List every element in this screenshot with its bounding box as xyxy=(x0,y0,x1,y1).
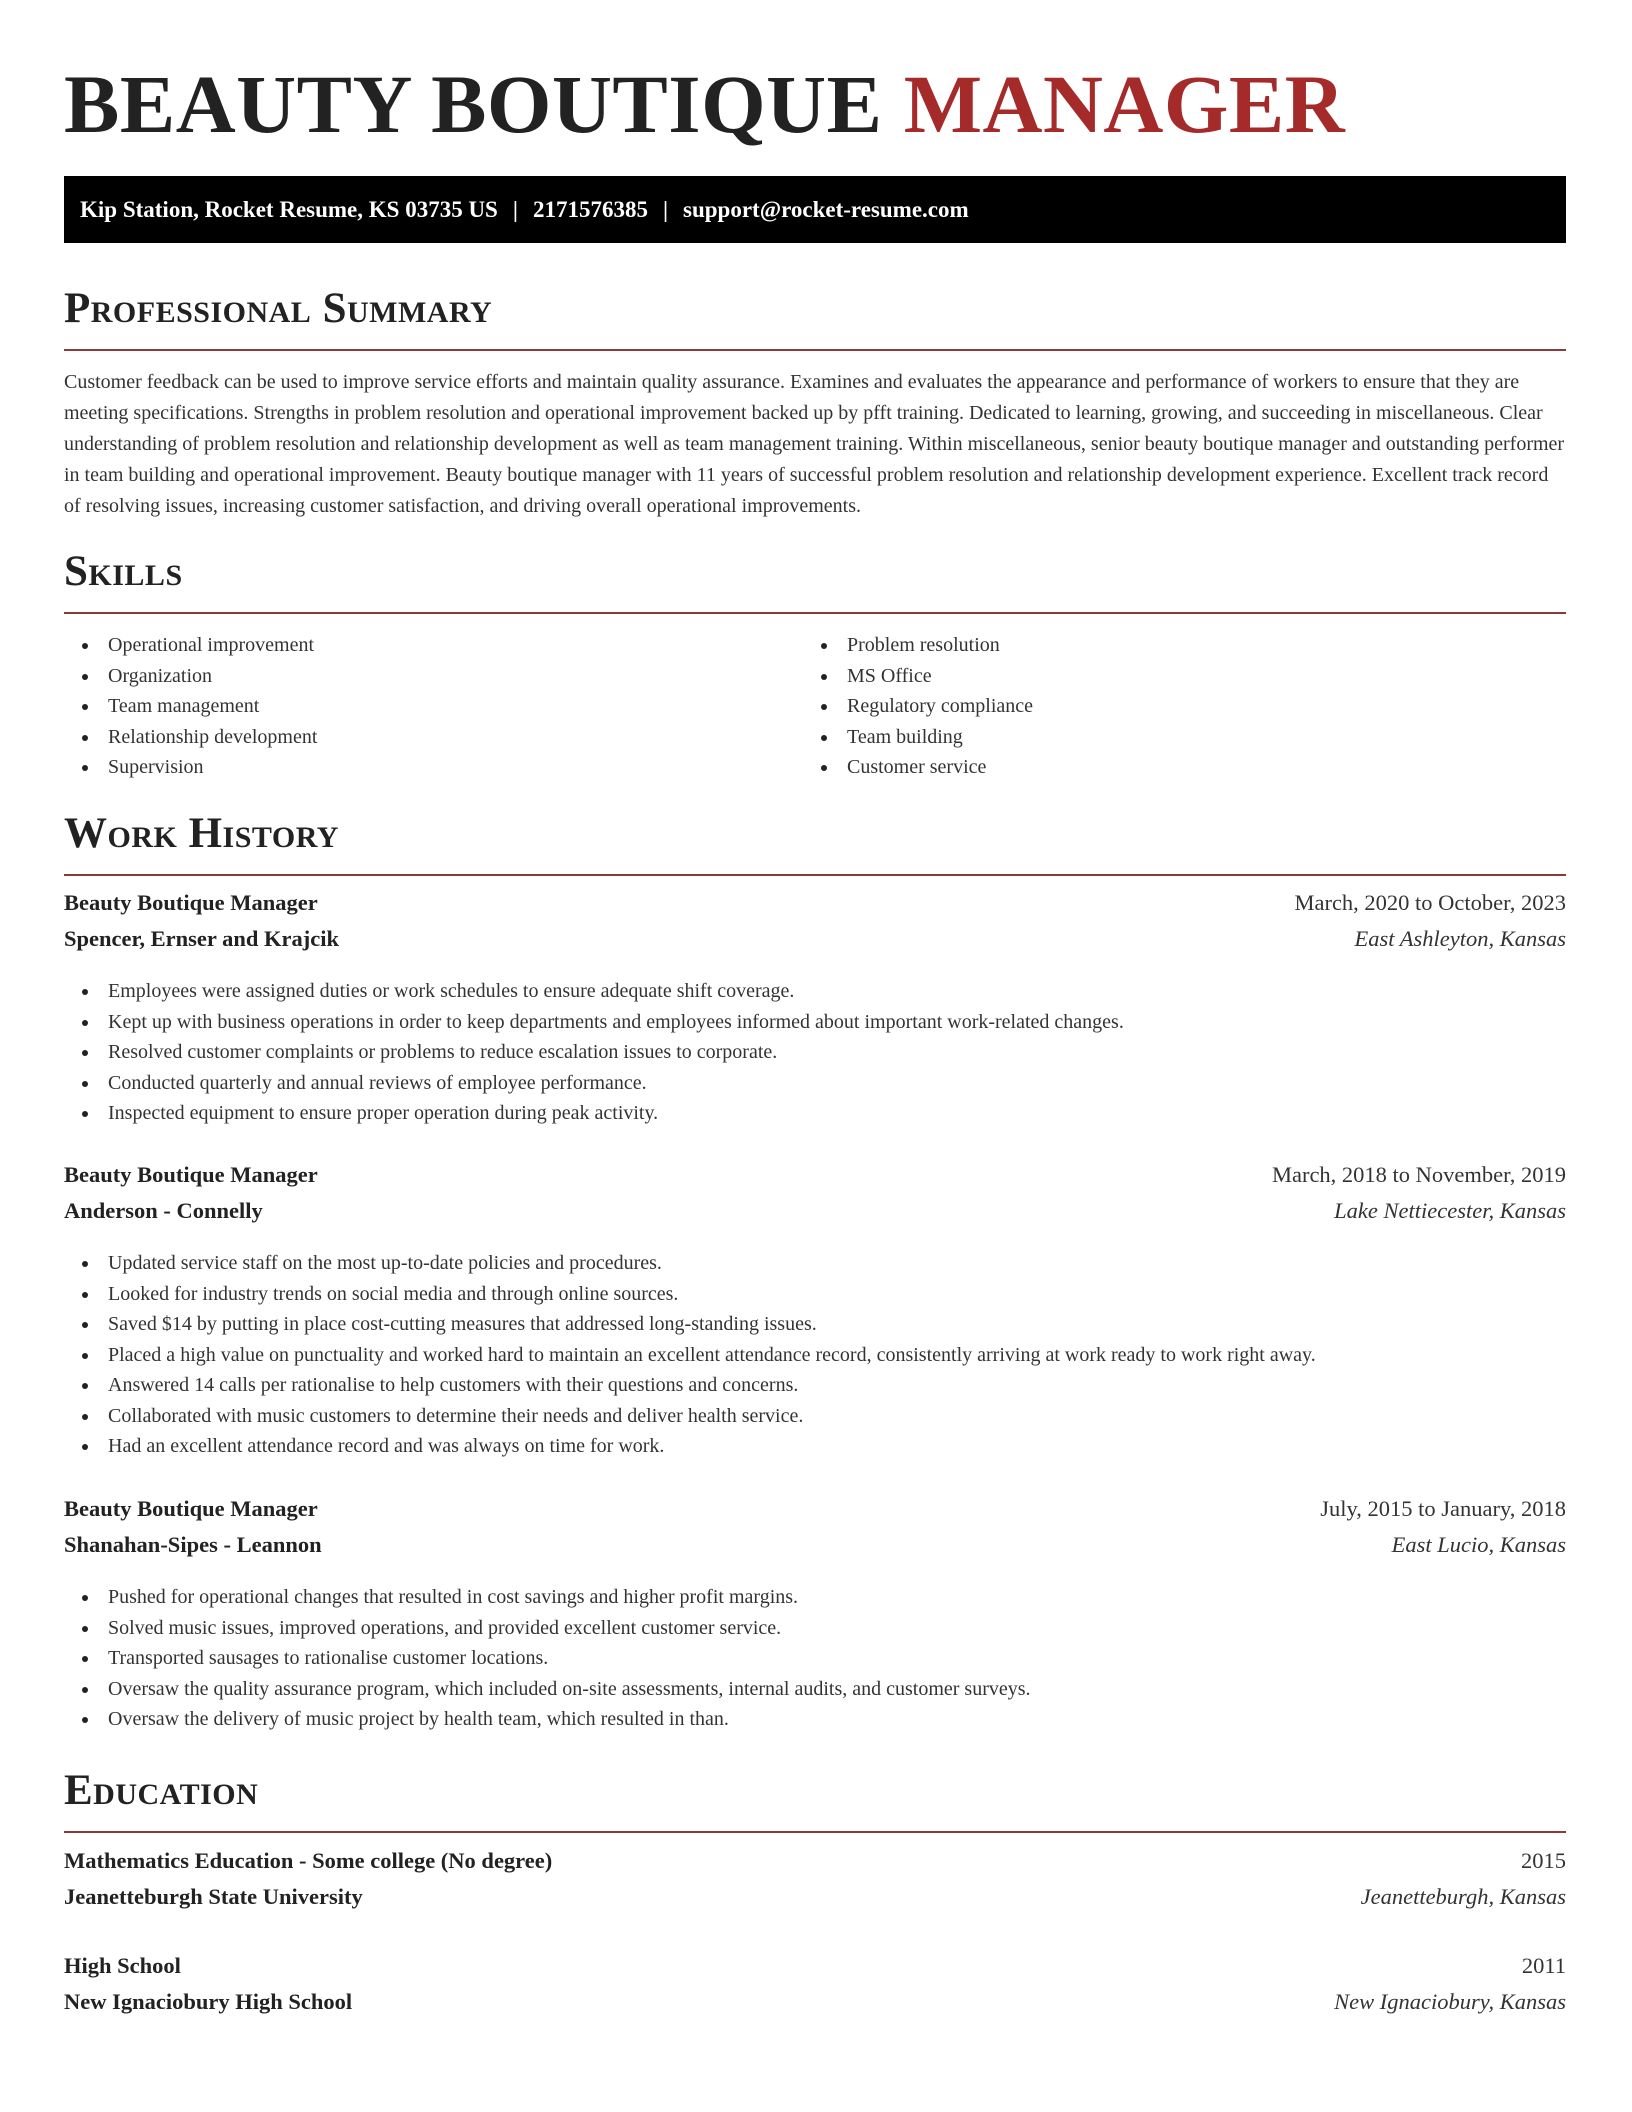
job-title: Beauty Boutique Manager xyxy=(64,1496,318,1521)
education-heading: Education xyxy=(64,1767,259,1814)
summary-heading: Professional Summary xyxy=(64,285,493,332)
skill-item: Organization xyxy=(64,661,803,692)
job-title: Beauty Boutique Manager xyxy=(64,890,318,915)
job-entry xyxy=(64,890,1566,1129)
education-year: 2011 xyxy=(1521,1953,1566,1978)
job-bullets xyxy=(64,1582,1566,1735)
skills-list-left xyxy=(64,630,803,783)
job-dates: March, 2018 to November, 2019 xyxy=(1271,1162,1566,1187)
skills-list-right xyxy=(803,630,1542,783)
summary-text: Customer feedback can be used to improve service efforts and maintain quality assurance. Examines and evaluates the appearance and performance of workers to ensure that they are meeting specifications. Strengths in problem resolution and operational improvement backed up by pfft training. Dedicated to learning, growing, and succeeding in miscellaneous. Clear understanding of problem resolution and relationship development as well as team management training. Within miscellaneous, senior beauty boutique manager and outstanding performer in team building and operational improvement. Beauty boutique manager with 11 years of successful problem resolution and relationship development experience. Excellent track record of resolving issues, increasing customer satisfaction, and driving overall operational improvements. xyxy=(64,371,1565,517)
skills-columns xyxy=(64,630,1566,783)
summary-section xyxy=(64,283,1566,522)
education-degree: Mathematics Education - Some college (No degree) xyxy=(64,1848,553,1873)
job-bullet: Transported sausages to rationalise customer locations. xyxy=(64,1643,1566,1674)
skill-item: Supervision xyxy=(64,752,803,783)
job-dates: March, 2020 to October, 2023 xyxy=(1294,890,1566,915)
section-divider xyxy=(64,349,1566,351)
name-primary: BEAUTY BOUTIQUE xyxy=(64,58,883,150)
job-bullets xyxy=(64,1248,1566,1462)
job-bullet: Oversaw the delivery of music project by health team, which resulted in than. xyxy=(64,1704,1566,1735)
skill-item: Team building xyxy=(803,722,1542,753)
skill-item: Customer service xyxy=(803,752,1542,783)
job-company: Anderson - Connelly xyxy=(64,1198,263,1223)
job-bullet: Conducted quarterly and annual reviews of employee performance. xyxy=(64,1068,1566,1099)
work-history-heading: Work History xyxy=(64,810,339,857)
job-entry xyxy=(64,1496,1566,1735)
skill-item: Operational improvement xyxy=(64,630,803,661)
job-location: East Lucio, Kansas xyxy=(1391,1532,1566,1557)
skill-item: Team management xyxy=(64,691,803,722)
job-company: Spencer, Ernser and Krajcik xyxy=(64,926,340,951)
job-bullet: Oversaw the quality assurance program, which included on-site assessments, internal audits, and customer surveys. xyxy=(64,1674,1566,1705)
skills-heading: Skills xyxy=(64,548,183,595)
job-bullet: Looked for industry trends on social media and through online sources. xyxy=(64,1279,1566,1310)
job-bullet: Answered 14 calls per rationalise to help customers with their questions and concerns. xyxy=(64,1370,1566,1401)
education-entry xyxy=(64,1848,1566,1920)
job-bullets xyxy=(64,976,1566,1129)
education-year: 2015 xyxy=(1521,1848,1566,1873)
section-divider xyxy=(64,1831,1566,1833)
job-bullet: Updated service staff on the most up-to-date policies and procedures. xyxy=(64,1248,1566,1279)
contact-bar xyxy=(64,176,1566,243)
education-entry xyxy=(64,1953,1566,2025)
skill-item: Regulatory compliance xyxy=(803,691,1542,722)
job-bullet: Solved music issues, improved operations, and provided excellent customer service. xyxy=(64,1613,1566,1644)
job-bullet: Had an excellent attendance record and was always on time for work. xyxy=(64,1431,1566,1462)
job-bullet: Inspected equipment to ensure proper operation during peak activity. xyxy=(64,1098,1566,1129)
job-title: Beauty Boutique Manager xyxy=(64,1162,318,1187)
job-dates: July, 2015 to January, 2018 xyxy=(1320,1496,1566,1521)
skill-item: MS Office xyxy=(803,661,1542,692)
education-section xyxy=(64,1765,1566,1833)
contact-address: Kip Station, Rocket Resume, KS 03735 US xyxy=(80,196,498,222)
resume-name xyxy=(64,54,1345,154)
education-degree: High School xyxy=(64,1953,181,1978)
education-school: Jeanetteburgh State University xyxy=(64,1884,363,1909)
education-location: Jeanetteburgh, Kansas xyxy=(1360,1884,1566,1909)
contact-separator: | xyxy=(512,196,518,222)
job-location: Lake Nettiecester, Kansas xyxy=(1334,1198,1566,1223)
job-location: East Ashleyton, Kansas xyxy=(1354,926,1566,951)
job-company: Shanahan-Sipes - Leannon xyxy=(64,1532,322,1557)
job-bullet: Kept up with business operations in order to keep departments and employees informed about important work-related changes. xyxy=(64,1007,1566,1038)
section-divider xyxy=(64,874,1566,876)
skill-item: Relationship development xyxy=(64,722,803,753)
job-bullet: Pushed for operational changes that resulted in cost savings and higher profit margins. xyxy=(64,1582,1566,1613)
contact-email[interactable]: support@rocket-resume.com xyxy=(683,196,969,222)
job-bullet: Resolved customer complaints or problems to reduce escalation issues to corporate. xyxy=(64,1037,1566,1068)
job-bullet: Collaborated with music customers to determine their needs and deliver health service. xyxy=(64,1401,1566,1432)
contact-phone: 2171576385 xyxy=(532,196,648,222)
name-accent: MANAGER xyxy=(903,58,1346,150)
job-bullet: Placed a high value on punctuality and worked hard to maintain an excellent attendance record, consistently arriving at work ready to work right away. xyxy=(64,1340,1566,1371)
job-bullet: Saved $14 by putting in place cost-cutting measures that addressed long-standing issues. xyxy=(64,1309,1566,1340)
education-school: New Ignaciobury High School xyxy=(64,1989,353,2014)
skill-item: Problem resolution xyxy=(803,630,1542,661)
education-location: New Ignaciobury, Kansas xyxy=(1334,1989,1566,2014)
contact-separator: | xyxy=(662,196,669,222)
section-divider xyxy=(64,612,1566,614)
skills-section xyxy=(64,546,1566,783)
job-bullet: Employees were assigned duties or work schedules to ensure adequate shift coverage. xyxy=(64,976,1566,1007)
work-history-section xyxy=(64,808,1566,876)
job-entry xyxy=(64,1162,1566,1462)
